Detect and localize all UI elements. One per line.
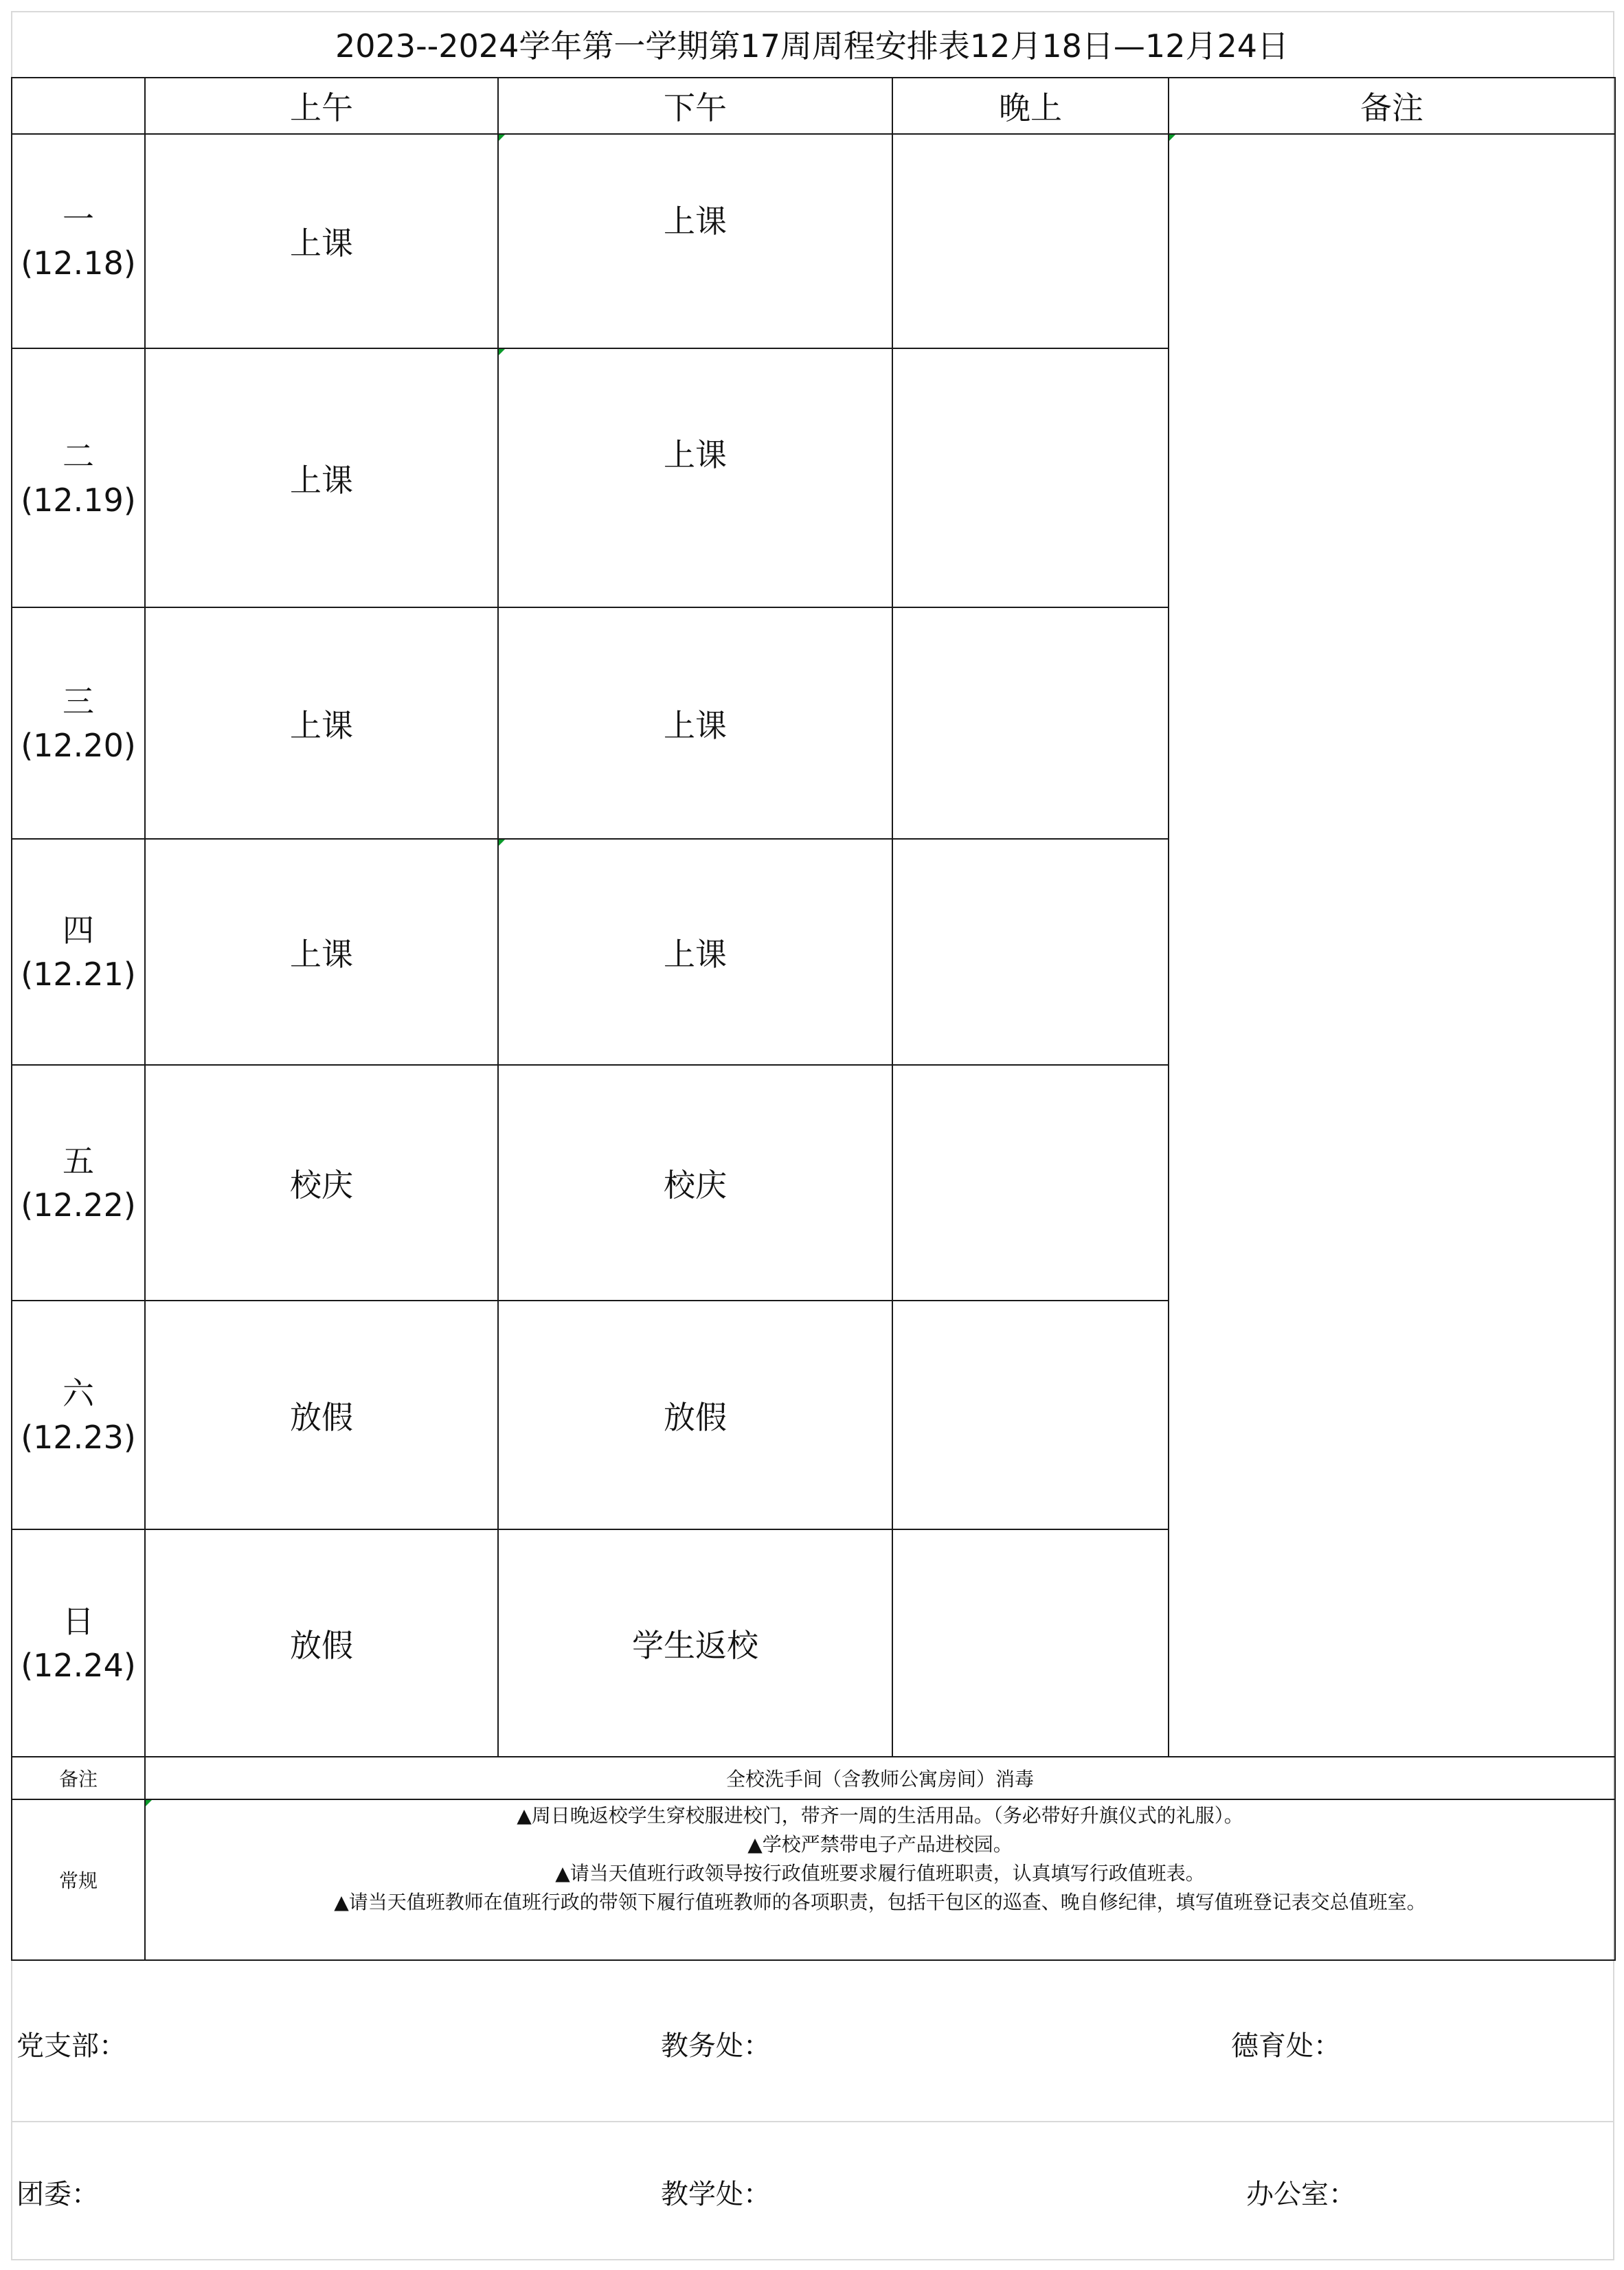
comment-marker-icon <box>1169 135 1175 141</box>
day-name: 四 <box>63 911 94 949</box>
day-name: 二 <box>63 437 94 475</box>
day-row-mon <box>12 134 1615 348</box>
morning-cell: 上课 <box>145 839 498 1065</box>
header-remarks: 备注 <box>1169 78 1615 134</box>
signature-youth-league: 团委： <box>16 2179 99 2210</box>
comment-marker-icon <box>146 1800 152 1806</box>
day-label <box>12 607 145 839</box>
header-afternoon: 下午 <box>498 78 892 134</box>
signature-teaching-office: 教学处： <box>661 2179 771 2210</box>
page-title: 2023--2024学年第一学期第17周周程安排表12月18日—12月24日 <box>335 27 1289 65</box>
evening-cell <box>892 839 1169 1065</box>
routine-lines <box>146 1800 1614 1917</box>
notes-label: 备注 <box>12 1757 145 1799</box>
header-row <box>12 78 1615 134</box>
afternoon-cell <box>498 839 892 1065</box>
day-date: (12.22) <box>21 1186 136 1224</box>
remarks-column-cell <box>1169 134 1615 1757</box>
header-morning: 上午 <box>145 78 498 134</box>
day-label <box>12 839 145 1065</box>
comment-marker-icon <box>499 349 505 355</box>
schedule-table <box>11 77 1616 1961</box>
afternoon-cell: 上课 <box>498 607 892 839</box>
evening-cell <box>892 1529 1169 1757</box>
evening-cell <box>892 134 1169 348</box>
day-label <box>12 134 145 348</box>
routine-line: ▲周日晚返校学生穿校服进校门，带齐一周的生活用品。（务必带好升旗仪式的礼服）。 <box>517 1804 1243 1827</box>
day-name: 六 <box>63 1374 94 1412</box>
morning-cell: 上课 <box>145 607 498 839</box>
day-date: (12.23) <box>21 1418 136 1456</box>
day-date: (12.18) <box>21 245 136 282</box>
day-label <box>12 1529 145 1757</box>
signature-academic-affairs: 教务处： <box>661 2030 771 2062</box>
notes-text: 全校洗手间（含教师公寓房间）消毒 <box>145 1757 1615 1799</box>
signature-moral-education: 德育处： <box>1231 2030 1341 2062</box>
day-date: (12.24) <box>21 1646 136 1684</box>
afternoon-text: 上课 <box>664 935 727 973</box>
day-label <box>12 348 145 607</box>
day-name: 五 <box>63 1142 94 1180</box>
morning-cell: 放假 <box>145 1301 498 1529</box>
day-date: (12.20) <box>21 726 136 764</box>
evening-cell <box>892 607 1169 839</box>
morning-cell: 放假 <box>145 1529 498 1757</box>
routine-line: ▲请当天值班行政领导按行政值班要求履行值班职责，认真填写行政值班表。 <box>555 1862 1205 1885</box>
afternoon-cell: 学生返校 <box>498 1529 892 1757</box>
gridline-sig-mid <box>11 2121 1614 2122</box>
afternoon-text: 上课 <box>664 436 727 473</box>
routine-cell <box>145 1799 1615 1960</box>
day-label <box>12 1301 145 1529</box>
evening-cell <box>892 348 1169 607</box>
afternoon-cell <box>498 348 892 607</box>
day-name: 一 <box>63 201 94 238</box>
day-date: (12.19) <box>21 481 136 519</box>
signature-party-branch: 党支部： <box>16 2030 126 2062</box>
afternoon-cell: 放假 <box>498 1301 892 1529</box>
morning-cell: 校庆 <box>145 1065 498 1301</box>
routine-row <box>12 1799 1615 1960</box>
notes-row <box>12 1757 1615 1799</box>
day-label <box>12 1065 145 1301</box>
signature-general-office: 办公室： <box>1246 2179 1356 2210</box>
afternoon-text: 上课 <box>664 203 727 240</box>
afternoon-cell: 校庆 <box>498 1065 892 1301</box>
comment-marker-icon <box>499 840 505 846</box>
routine-line: ▲学校严禁带电子产品进校园。 <box>747 1833 1013 1856</box>
day-date: (12.21) <box>21 955 136 993</box>
header-blank <box>12 78 145 134</box>
day-name: 日 <box>63 1602 94 1640</box>
morning-cell: 上课 <box>145 134 498 348</box>
comment-marker-icon <box>499 135 505 141</box>
morning-cell: 上课 <box>145 348 498 607</box>
gridline-bottom <box>11 2259 1614 2260</box>
evening-cell <box>892 1065 1169 1301</box>
evening-cell <box>892 1301 1169 1529</box>
day-name: 三 <box>63 682 94 720</box>
routine-label: 常规 <box>12 1799 145 1960</box>
header-evening: 晚上 <box>892 78 1169 134</box>
routine-line: ▲请当天值班教师在值班行政的带领下履行值班教师的各项职责，包括干包区的巡查、晚自修纪律，填写值班登记表交总值班室。 <box>334 1891 1426 1913</box>
afternoon-cell <box>498 134 892 348</box>
